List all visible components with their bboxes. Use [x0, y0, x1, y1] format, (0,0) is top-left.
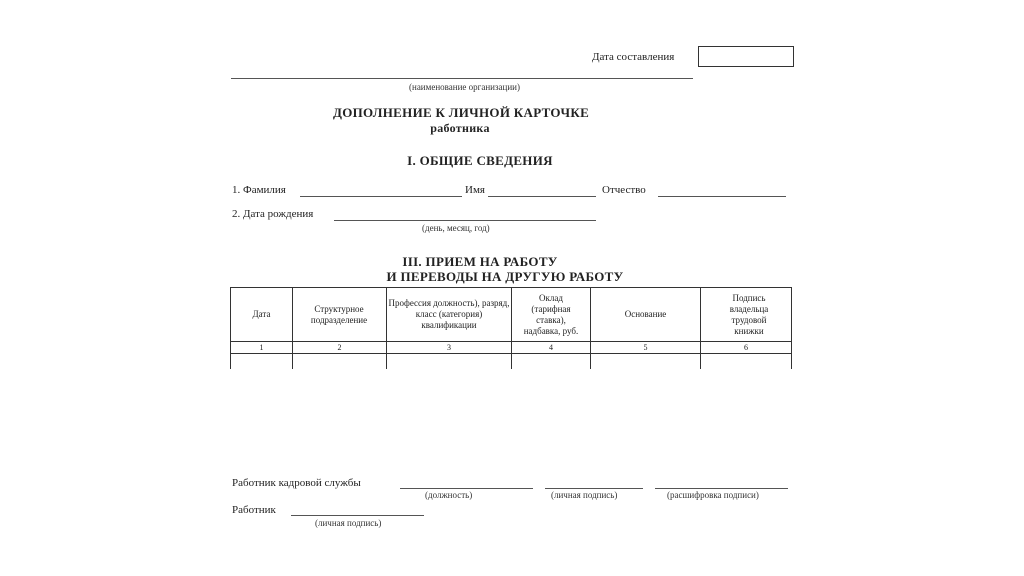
- document-subtitle: работника: [430, 121, 490, 135]
- patronymic-field[interactable]: [658, 196, 786, 197]
- name-field[interactable]: [488, 196, 596, 197]
- employment-table: [230, 287, 792, 369]
- table-col-divider: [791, 287, 792, 369]
- hr-employee-label: Работник кадровой службы: [232, 477, 361, 489]
- col-number: 1: [259, 343, 264, 352]
- organization-line[interactable]: [231, 78, 693, 79]
- col-number: 2: [337, 343, 342, 352]
- col-number: 5: [643, 343, 648, 352]
- worker-signature-field[interactable]: [291, 515, 424, 516]
- hr-signature-field[interactable]: [545, 488, 643, 489]
- date-label: Дата составления: [592, 51, 675, 63]
- col-number: 6: [744, 343, 748, 352]
- organization-caption: (наименование организации): [409, 82, 520, 92]
- worker-signature-caption: (личная подпись): [315, 518, 382, 528]
- birth-date-field[interactable]: [334, 220, 596, 221]
- hr-position-field[interactable]: [400, 488, 533, 489]
- table-row[interactable]: [231, 354, 791, 369]
- section-1-heading: I. ОБЩИЕ СВЕДЕНИЯ: [407, 153, 553, 168]
- col-header-basis: Основание: [624, 309, 667, 319]
- birth-date-label: 2. Дата рождения: [232, 208, 314, 220]
- signature-caption: (личная подпись): [551, 490, 618, 500]
- col-header-department: Структурное подразделение: [310, 303, 368, 325]
- document-title: ДОПОЛНЕНИЕ К ЛИЧНОЙ КАРТОЧКЕ: [332, 105, 590, 120]
- surname-field[interactable]: [300, 196, 462, 197]
- col-header-position: Профессия должность), разряд, класс (категория) квалификации: [388, 298, 510, 330]
- signature-decode-caption: (расшифровка подписи): [667, 490, 759, 500]
- position-caption: (должность): [425, 490, 473, 500]
- col-header-salary: Оклад (тарифная ставка), надбавка, руб.: [523, 292, 579, 336]
- date-field[interactable]: [698, 46, 794, 67]
- col-number: 4: [549, 343, 553, 352]
- col-header-date: Дата: [252, 309, 271, 319]
- section-3-heading-line-2: И ПЕРЕВОДЫ НА ДРУГУЮ РАБОТУ: [386, 269, 624, 284]
- name-label: Имя: [465, 184, 485, 196]
- surname-label: 1. Фамилия: [232, 184, 286, 196]
- worker-label: Работник: [232, 504, 276, 516]
- hr-signature-decode-field[interactable]: [655, 488, 788, 489]
- col-header-signature: Подпись владельца трудовой книжки: [729, 292, 769, 336]
- col-number: 3: [447, 343, 451, 352]
- patronymic-label: Отчество: [602, 184, 646, 196]
- section-3-heading-line-1: III. ПРИЕМ НА РАБОТУ: [402, 254, 558, 269]
- birth-date-caption: (день, месяц, год): [422, 223, 490, 233]
